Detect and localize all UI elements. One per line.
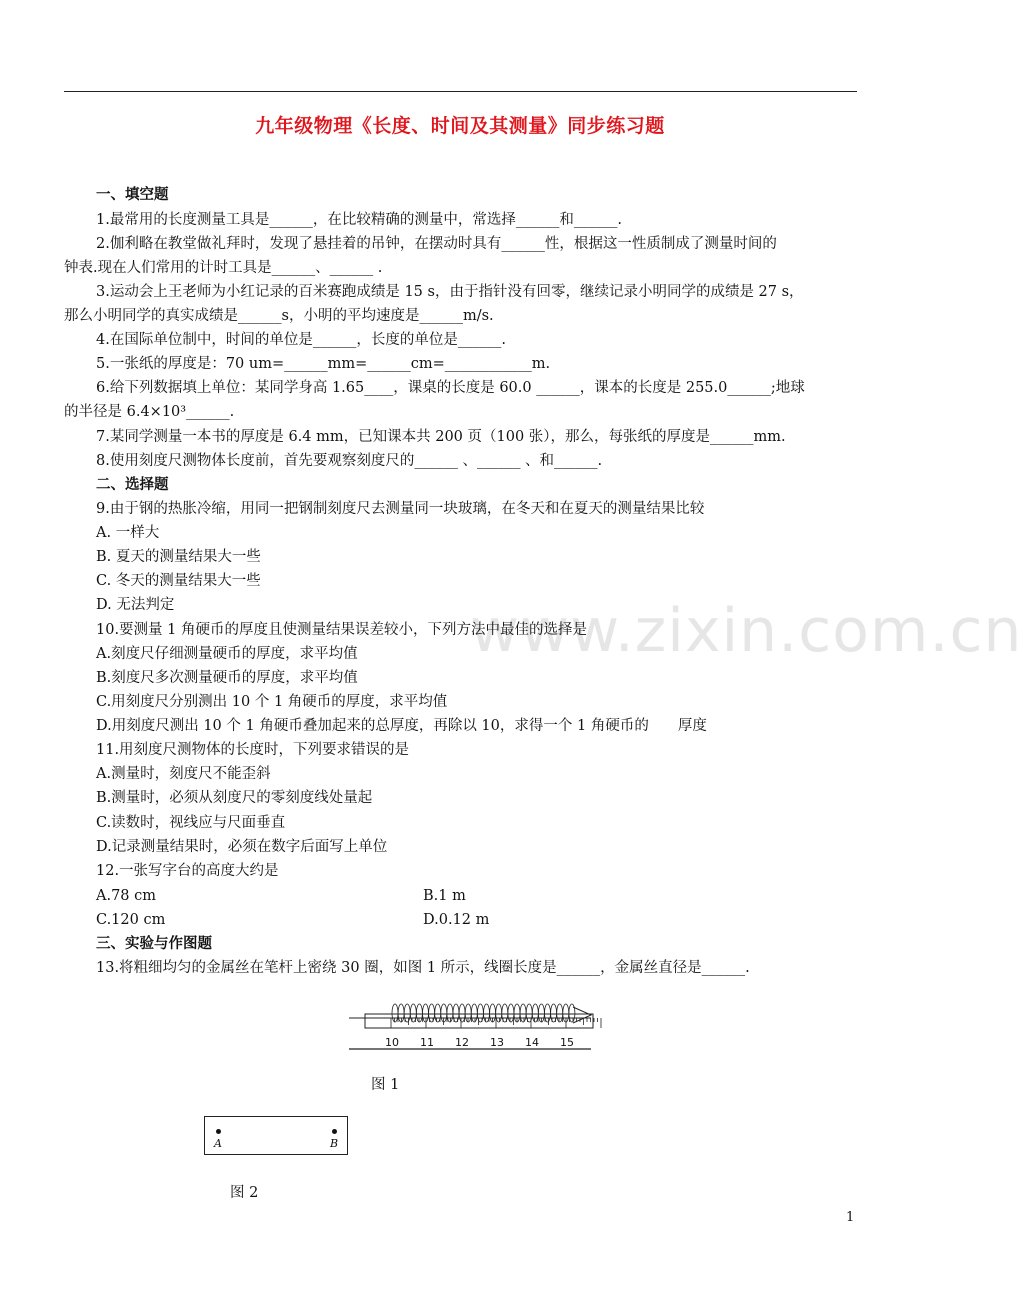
page-title: 九年级物理《长度、时间及其测量》同步练习题 [255, 115, 665, 137]
section-heading: 一、填空题 [96, 187, 169, 203]
point-a-label: A [214, 1137, 222, 1150]
ruler-tick-label: 14 [525, 1036, 539, 1049]
question-line: 1.最常用的长度测量工具是______，在比较精确的测量中，常选择______和______. [96, 212, 622, 228]
question-line: 10.要测量 1 角硬币的厚度且使测量结果误差较小，下列方法中最佳的选择是 [96, 622, 588, 638]
question-line: 钟表.现在人们常用的计时工具是______、______ . [64, 260, 383, 276]
question-line: D.用刻度尺测出 10 个 1 角硬币叠加起来的总厚度，再除以 10，求得一个 1 角硬币的 厚度 [96, 718, 707, 734]
question-line: D.记录测量结果时，必须在数字后面写上单位 [96, 839, 388, 855]
question-line: B.刻度尺多次测量硬币的厚度，求平均值 [96, 670, 358, 686]
point-b-dot [332, 1129, 337, 1134]
question-line: C. 冬天的测量结果大一些 [96, 573, 261, 589]
question-line: C.用刻度尺分别测出 10 个 1 角硬币的厚度，求平均值 [96, 694, 448, 710]
question-line: 2.伽利略在教堂做礼拜时，发现了悬挂着的吊钟，在摆动时具有______性，根据这一性质制成了测量时间的 [96, 236, 777, 252]
ruler-tick-label: 15 [560, 1036, 574, 1049]
question-line: 11.用刻度尺测物体的长度时，下列要求错误的是 [96, 742, 410, 758]
figure-2-box [204, 1116, 348, 1155]
question-line: D. 无法判定 [96, 597, 175, 613]
question-line: B. 夏天的测量结果大一些 [96, 549, 261, 565]
coil-turn [520, 1004, 526, 1022]
ruler-tick-label: 10 [385, 1036, 399, 1049]
figure-1-caption: 图 1 [371, 1077, 400, 1093]
question-line: 6.给下列数据填上单位：某同学身高 1.65____，课桌的长度是 60.0 ______，课本的长度是 255.0______;地球 [96, 380, 805, 396]
coil-turn [532, 1004, 538, 1022]
ruler-tick-label: 12 [455, 1036, 469, 1049]
coil-turn [545, 1004, 551, 1022]
section-heading: 二、选择题 [96, 477, 169, 493]
point-a-dot [216, 1129, 221, 1134]
coil-turn [557, 1004, 563, 1022]
question-line: A.78 cm [96, 888, 157, 904]
question-line: B.1 m [423, 888, 466, 904]
question-line: C.120 cm [96, 912, 166, 928]
question-line: 的半径是 6.4×10³______. [64, 404, 235, 420]
question-line: 那么小明同学的真实成绩是______s，小明的平均速度是______m/s. [64, 308, 494, 324]
question-line: 7.某同学测量一本书的厚度是 6.4 mm，已知课本共 200 页（100 张），那么，每张纸的厚度是______mm. [96, 429, 786, 445]
section-heading: 三、实验与作图题 [96, 936, 212, 952]
coil-turn [508, 1004, 514, 1022]
question-line: 4.在国际单位制中，时间的单位是______，长度的单位是______. [96, 332, 506, 348]
coil-turn [471, 1004, 477, 1022]
question-line: 12.一张写字台的高度大约是 [96, 863, 279, 879]
figure-1-coil-ruler [345, 995, 595, 1055]
question-line: 9.由于钢的热胀冷缩，用同一把钢制刻度尺去测量同一块玻璃，在冬天和在夏天的测量结果比较 [96, 501, 705, 517]
question-line: A.测量时，刻度尺不能歪斜 [96, 766, 271, 782]
question-line: 8.使用刻度尺测物体长度前，首先要观察刻度尺的______ 、______ 、和______. [96, 453, 603, 469]
coil-turn [392, 1004, 398, 1022]
header-rule [64, 91, 857, 92]
point-b-label: B [330, 1137, 339, 1150]
question-line: D.0.12 m [423, 912, 490, 928]
question-line: 13.将粗细均匀的金属丝在笔杆上密绕 30 圈，如图 1 所示，线圈长度是______，金属丝直径是______. [96, 960, 750, 976]
question-line: 5.一张纸的厚度是：70 um=______mm=______cm=____________m. [96, 356, 551, 372]
question-line: B.测量时，必须从刻度尺的零刻度线处量起 [96, 790, 373, 806]
question-line: C.读数时，视线应与尺面垂直 [96, 815, 286, 831]
page-number: 1 [846, 1210, 855, 1225]
coil-turn [447, 1004, 453, 1022]
coil-turn [496, 1004, 502, 1022]
coil-turn [423, 1004, 429, 1022]
figure-2-caption: 图 2 [230, 1185, 259, 1201]
question-line: 3.运动会上王老师为小红记录的百米赛跑成绩是 15 s，由于指针没有回零，继续记录小明同学的成绩是 27 s， [96, 284, 804, 300]
question-line: A. 一样大 [96, 525, 160, 541]
watermark: www.zixin.com.cn [470, 596, 1022, 666]
ruler-tick-label: 13 [490, 1036, 504, 1049]
ruler-tick-label: 11 [420, 1036, 434, 1049]
question-line: A.刻度尺仔细测量硬币的厚度，求平均值 [96, 646, 358, 662]
